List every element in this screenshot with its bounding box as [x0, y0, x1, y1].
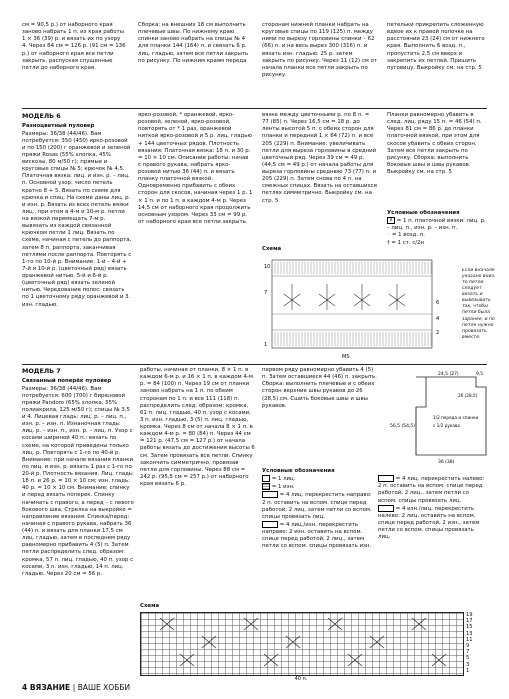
page-number: 4: [22, 683, 28, 693]
pattern-right-label: 9,5: [476, 372, 484, 377]
scheme-7-row-17: 17: [466, 618, 473, 625]
scheme-7-row-15: 15: [466, 624, 473, 631]
scheme-7-bottom-label: [140, 676, 462, 683]
model-6-text-3: вязке между цветочными р. по 8 п. = 77 (85) п. Через 16,5 см = 18 р. до ленты высотой 5 п. с обеих сторон для планки и передней 1 × 64 (72) п. и все 205 (229) п. Внимание: увеличивать петли для выреза горловины в средний цветочный ряд. Через 39 см = 49 р. (44,5 см = 49 р.) от начала работы для выреза горловины среднюю 73 (77) п. и 205 (229) п. Затем снова по 4 п. на смежных спицах. Вязать на оставшихся петлях симметрично. Выкройку см. на стр. 5: [262, 112, 377, 204]
pattern-left-label: 56,5 (54,5): [390, 424, 415, 429]
scheme-7-row-3: 3: [466, 661, 470, 668]
legend-6-item-3: [387, 240, 487, 247]
legend-6-item-3-text: = 1 ст. с/2н: [391, 239, 425, 246]
legend-7-title: Условные обозначения: [262, 468, 335, 474]
legend-7-item-5: [378, 475, 486, 505]
legend-7-item-3-text: = 4 лиц. перекрестить направо: 2 п. оставить на вспом. спице перед работой, 2 лиц. затем петли со вспом. спицы провязать лиц.: [262, 492, 372, 520]
model-7-title: МОДЕЛЬ 7: [22, 367, 61, 375]
legend-6-item-2-text: = 1 возд. п.: [391, 232, 426, 239]
cable-right-icon: [262, 491, 278, 498]
legend-6-title: Условные обозначения: [387, 210, 460, 216]
scheme-6-row-7: 7: [264, 290, 268, 296]
model-6-subtitle: Разноцветный пуловер: [22, 123, 95, 130]
legend-7-item-4: [262, 521, 372, 551]
model-6-col-1: [22, 112, 132, 362]
circle-symbol-icon: ◦: [387, 232, 391, 239]
top-col-2: [138, 22, 251, 107]
divider-middle: [22, 364, 487, 365]
scheme-7-row-9: 9: [466, 643, 470, 650]
cable-left-icon: [378, 475, 394, 482]
legend-7-item-1-text: = 1 лиц.: [271, 476, 296, 483]
scheme-7-row-19: 19: [466, 612, 473, 618]
scheme-7-title: Схема: [140, 603, 160, 609]
magazine-title: ВЯЗАНИЕ: [29, 683, 71, 693]
cable-right-purl-icon: [262, 521, 278, 528]
scheme-6-title: Схема: [262, 246, 282, 252]
legend-7-item-6-text: = 4 изн./лиц. перекрестить налево: 2 лиц. оставить на вспом. спице перед работой, 2 изн., затем петли со вспом. спицы провязать лиц.: [378, 505, 480, 541]
model-6-text-1: Размеры: 36/38 (44/46). Вам потребуется: 350 (450) ярко-розовой и по 150 (200) г оранжевой и зеленой пряжи Rosas (55% хлопка, 45% вискозы, 80 м/50 г); прямые и круговые спицы № 5; крючок № 4,5. Платочная вязка: лиц. и изн. р. – лиц. п. Основной узор: число петель кратно 8 + 5. Вязать по схеме для крючка и спиц. На схеме даны лиц. р. и изн. р. Вязать из всех петель вязки лиц., при этом в 4-м и 10-м р. петли на вязкой перемещать 7-м р. вывязать из каждой связанной крючком петли 1 лиц. Вязать по схеме, начиная с петель до раппорта, затем 8 п. раппорта, заканчивая петлями после раппорта. Повторять с 1-го по 10-й р. Внимание: 1-й – 4-й + 7-й и 10-й р. (цветочный ряд) вязать оранжевой нитью, 5-й и 6-й р. (цветочный ряд) вязать зеленой нитью. Чередование полос: связать по 1 цветочному ряду оранжевой и 3. изн. гладью.: [22, 130, 132, 308]
purl-symbol-icon: [262, 483, 270, 490]
legend-6-item-1-text: = 1 п. платочной вязки: лиц. р. – лиц. п., изн. р. – изн. п.: [387, 218, 486, 232]
model-7-col-3: [262, 367, 377, 462]
legend-6-note-text: Если вначале указано вниз, то петли следует вязать и вывязывать так, чтобы петли была заранее, и по петле нужно провязать вместе.: [462, 268, 496, 340]
model-6-col-4: [387, 112, 487, 207]
legend-7-right: [378, 475, 486, 550]
divider-top: [22, 108, 487, 109]
scheme-7-row-11: 11: [466, 636, 473, 643]
model-7-col-1: [22, 367, 134, 597]
x-symbol-icon: x: [387, 217, 395, 224]
cross-symbol-icon: †: [387, 239, 390, 246]
scheme-7-row-1: 1: [466, 667, 470, 674]
top-col-4: [387, 22, 487, 107]
pattern-part-1: 1/2 переда и спинки: [433, 415, 479, 420]
scheme-7-row-5: 5: [466, 655, 470, 662]
scheme-6-chart: [262, 254, 457, 362]
pattern-top-label: 24,5 (27): [438, 372, 459, 377]
model-7-text-2: работы, начиная от планки, 8 × 1 п. в каждом 6-м р. и 16 × 1 п. в каждом 4-м р. = 84 (100) п. Через 19 см от планки заново набрать на 1 п. по обеим сторонам по 1 п. и все 111 (118) п. распределить след. образом: кромка, 61 п. лиц. гладью, 40 п. узор с косами, 3 п. изн. гладью, 3 (5) п. лиц. гладью, кромка. Через 8 см от начала 8 × 1 п. в каждом 4-м р. = 80 (84) п. Через 44 см = 121 р. (47,5 см = 127 р.) от начала работы вязать до достижения высоты 6 см. Затем провязать все петли. Спинку закончить симметрично, провязав петли для горловины. Через 88 см = 242 р. (95,5 см = 257 р.) от наборного края вязать 6 р.: [140, 367, 255, 487]
page-footer: [22, 683, 130, 693]
scheme-6-ms: MS: [342, 354, 350, 360]
legend-7-item-1: [262, 475, 372, 483]
top-col-3: [262, 22, 377, 107]
legend-7-item-5-text: = 4 лиц. перекрестить налево: 2 п. оставить на вспом. спице перед работой, 2 лиц., затем петли со вспом. спицы провязать лиц.: [378, 476, 485, 504]
top-col-4-text: петельки прикрепить сложенную вдвое их к правой полочке на расстоянии 23 (24) см от нижнего края. Выполнить 6 возд. п., пропустить 2,5 см вверх и закрепить их петлей. Пришить пуговицу. Выкройку см. на стр. 5: [387, 22, 485, 71]
scheme-7-cables: [140, 612, 462, 674]
legend-7-item-6: [378, 505, 486, 542]
scheme-6-row-4: 4: [436, 316, 440, 322]
legend-7-item-2: [262, 483, 372, 491]
scheme-6-row-1: 1: [264, 342, 268, 348]
pattern-bottom-label: 36 (38): [438, 460, 455, 465]
top-col-2-text: Сборка: на внешних 18 см выполнить плечевые швы. По нижнему краю спинки заново набрать на спицы № 4 для планки 144 (164) п. и связать 6 р. лиц. гладью, затем все петли закрыть по рисунку. По нижним краям переда: [138, 22, 249, 64]
magazine-subtitle: | ВАШЕ ХОББИ: [72, 683, 131, 693]
legend-6-item-1: [387, 217, 487, 232]
model-6-text-2: ярко-розовой, * оранжевой, ярко-розовой, зеленой, ярко-розовой, повторять от * 1 раз, оранжевой ниткой ярко-розовой и 5 р. лиц. гладью + 144 цветочных рядов. Плотность вязания: Платочная вязка: 18 п. и 30 р. = 10 × 10 см. Описание работы: начав с правого рукава, набрать ярко-розовой нитью 36 (44) п. и вязать планку платочной вязкой. Одновременно прибавить с обеих сторон для скосов, начиная через 1 р. 1 × 1 п. и по 1 п. в каждом 4-м р. Через 14,5 см от наборного края продолжить основным узором. Через 33 см = 99 р. от наборного края все петли закрыть.: [138, 112, 253, 225]
model-6-text-4: Планки равномерно убавить в след. лиц. ряду 15 п. = 46 (54) п. Через 81 см = 86 р. до планки платочной вязкой, при этом для скосов убавить с обеих сторон. Затем все петли закрыть по рисунку. Сборка: выполнить боковые швы и швы рукавов. Выкройку см. на стр. 5: [387, 112, 482, 175]
model-6-col-2: [138, 112, 253, 362]
scheme-6-row-6: 6: [436, 300, 440, 306]
scheme-7-row-13: 13: [466, 630, 473, 637]
top-col-1-text: см = 90,5 р.) от наборного края заново набрать 1 п. из края работы 1 × 36 (39) р. и вязать их по узору 4. Через 84 см = 126 р. (91 см = 136 р.) от наборного края все петли закрыть, распуская спущенные петли до наборного края.: [22, 22, 126, 71]
pattern-diagram: [388, 367, 493, 465]
scheme-6-row-2: 2: [436, 330, 440, 336]
legend-6-note: [462, 268, 497, 340]
scheme-7-rows-label: 40 п.: [294, 676, 308, 682]
top-col-3-text: сторонам нижней планки набрать на круговые спицы по 119 (125) п. между ними по вырезу горловины спинки – 62 (66) п. и на весь вырез 300 (316) п. и вязать изн. гладью. 25 р. затем закрыть по рисунку. Через 11 (12) см от начала планки все петли закрыть по рисунку.: [262, 22, 377, 78]
scheme-7-row-labels: [466, 612, 488, 676]
knit-symbol-icon: [262, 475, 270, 482]
model-7-subtitle: Связанный поперёк пуловер: [22, 378, 112, 385]
legend-6-item-2: [387, 232, 487, 239]
cable-left-purl-icon: [378, 505, 394, 512]
legend-7-item-2-text: = 1 изн.: [271, 484, 295, 491]
pattern-side-label: 26 (28,5): [458, 393, 478, 398]
top-col-1: [22, 22, 127, 107]
model-7-col-2: [140, 367, 255, 597]
scheme-6-row-10: 10: [264, 264, 271, 270]
scheme-7-row-7: 7: [466, 649, 470, 656]
pattern-part-2: с 1/2 рукава: [433, 423, 460, 428]
legend-7: [262, 468, 487, 608]
model-7-text-1: Размеры: 36/38 (44/46). Вам потребуется: 600 (700) г бирюзовой пряжи Pandoro (65% хлопка, 35% полиакрила, 125 м/50 г); спицы № 3,5 и 4. Лицевая гладь: лиц. р. – лиц. п., изн. р. – изн. п. Изнаночная гладь: лиц. р. – изн. п., изн. р. – лиц. п. Узор с косами шириной 40 п.: вязать по схеме, на которой приведены только лиц. р. Повторять с 1-го по 40-й р. Внимание: при начале вязания планки по лиц. и изн. р. вязать 1 раз с 1-го по 20-й р. Плотность вязания. Лиц. гладь: 18 п. и 26 р. = 10 × 10 см; изн. гладь: 40 р. = 10 × 10 см. Внимание: спинку и перед вязать поперек. Спинку начинать с правого, а перед – с левого бокового шва. Стрелка на выкройке = направление вязания. Спинка/перед: начиная с правого рукава, набрать 36 (44) п. и вязать для планки 17,5 см лиц. гладью, затем в последнем ряду равномерно прибавить 4 (5) п. Затем петли распределить след. образом: кромка, 57 п. лиц. гладью, 40 п. узор с косами, 3 п. изн. гладью, 14 п. лиц. гладью. Через 20 см = 56 р.: [22, 385, 134, 577]
model-7-text-3: первом ряду равномерно убавить 4 (5) п. Затем оставшиеся 44 (46) п. закрыть. Сборка: выполнить плечевые и с обеих сторон верхние швы рукавов до 26 (28,5) см. Сшить боковые швы и швы рукавов.: [262, 367, 377, 409]
legend-7-item-3: [262, 491, 372, 521]
model-6-title: МОДЕЛЬ 6: [22, 112, 61, 120]
legend-7-left: [262, 475, 372, 550]
legend-7-item-4-text: = 4 лиц./изн. перекрестить направо: 2 изн. оставить на вспом. спице перед работой, 2 лиц., затем петли со вспом. спицы провязать изн.: [262, 521, 372, 550]
model-6-col-3: [262, 112, 377, 242]
